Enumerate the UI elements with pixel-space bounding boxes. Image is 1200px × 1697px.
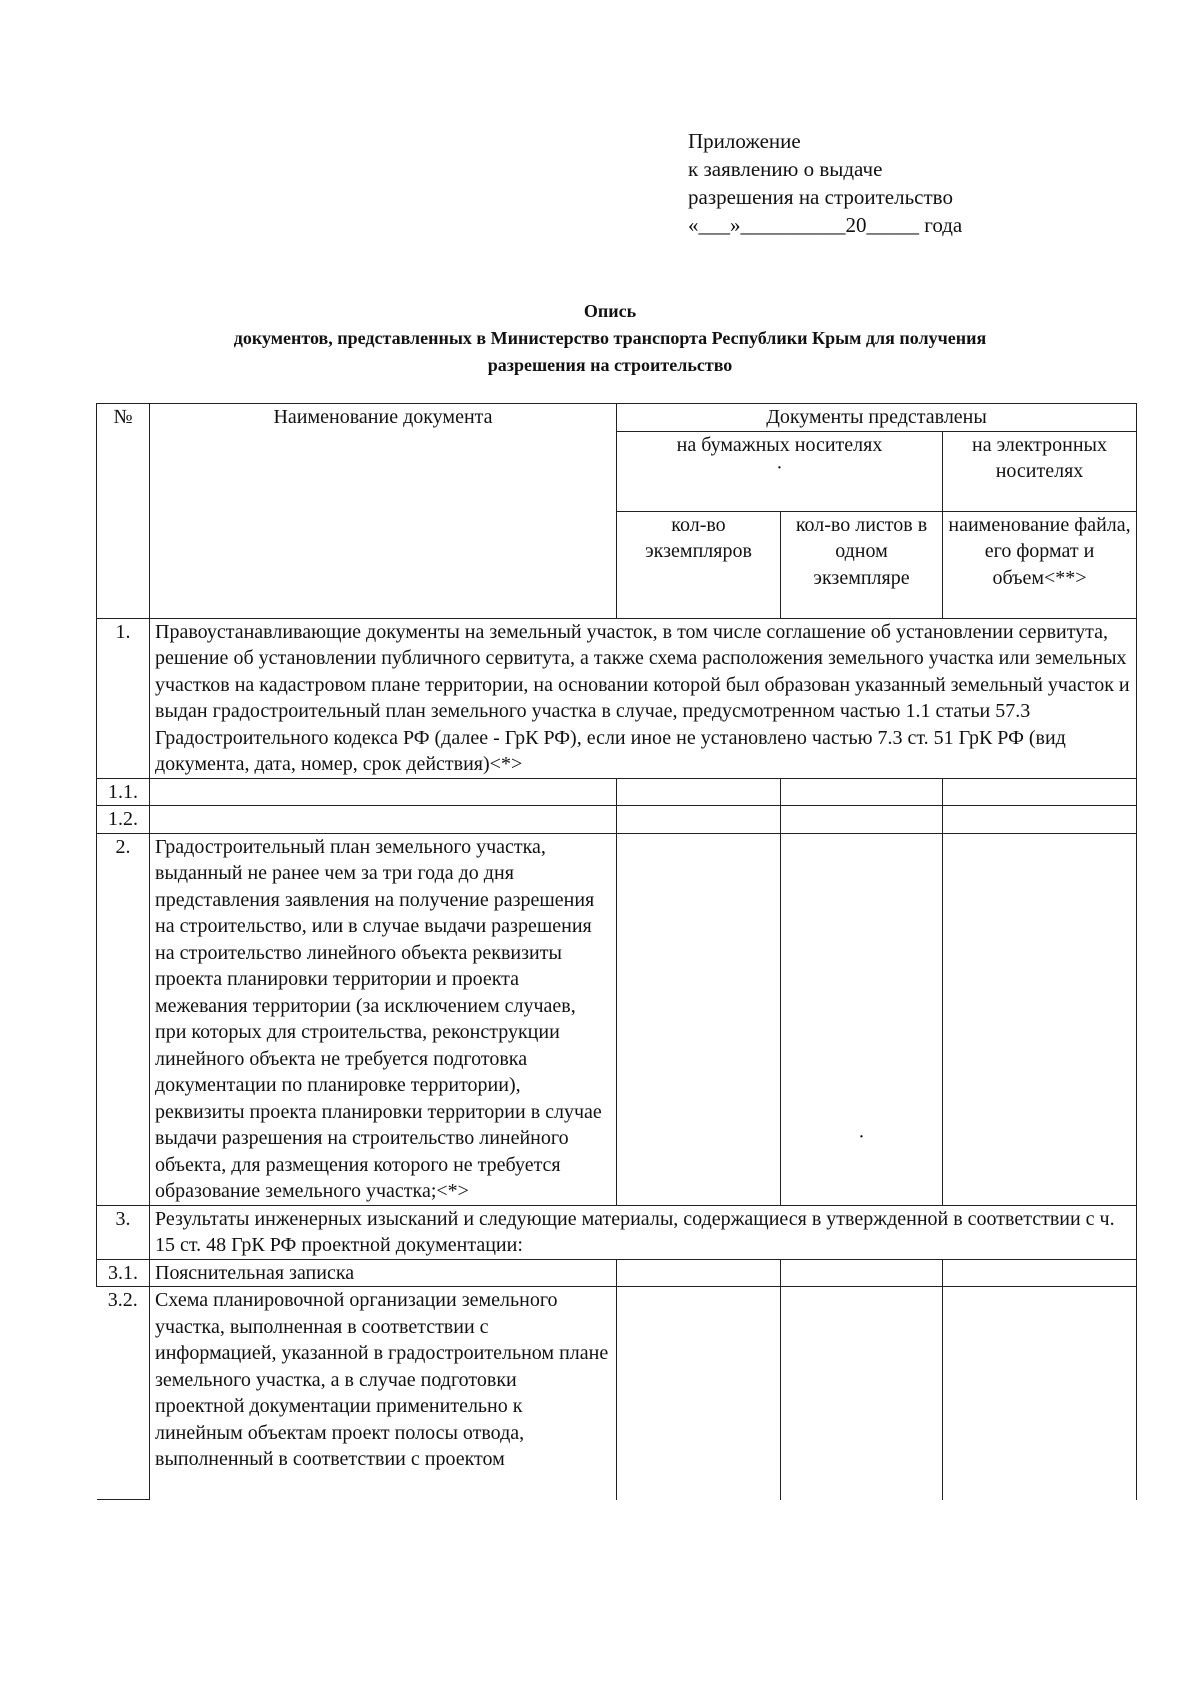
appendix-line-1: Приложение <box>688 129 801 153</box>
row-text <box>150 778 617 806</box>
table-row <box>97 1259 1137 1287</box>
table-row <box>97 618 1137 778</box>
row-sheets-cell <box>781 1287 943 1500</box>
header-electronic: на электронных носителях <box>943 431 1137 511</box>
header-presented: Документы представлены <box>617 404 1137 432</box>
header-paper-dot: · <box>776 457 783 479</box>
table-row <box>97 1205 1137 1259</box>
row-text <box>150 806 617 834</box>
row-sheets-cell <box>781 806 943 834</box>
row-number: 2. <box>97 833 150 1205</box>
header-paper-cell <box>617 431 943 511</box>
row-copies-cell <box>617 1287 781 1500</box>
title-line-1: Опись <box>583 301 637 321</box>
stray-dot-mark: · <box>858 1125 865 1148</box>
row-text: Результаты инженерных изысканий и следующие материалы, содержащиеся в утвержденной в соответствии с ч. 15 ст. 48 ГрК РФ проектной документации: <box>150 1205 1137 1259</box>
document-title <box>60 298 1160 379</box>
table-row <box>97 778 1137 806</box>
header-sheets: кол-во листов в одном экземпляре <box>781 511 943 618</box>
row-text: Правоустанавливающие документы на земельный участок, в том числе соглашение об установлении сервитута, решение об установлении публичного сервитута, а также схема расположения земельного участка или земельных участков на кадастровом плане территории, на основании которой был образован указанный земельный участок и выдан градостроительный план земельного участка в случае, предусмотренном частью 1.1 статьи 57.3 Градостроительного кодекса РФ (далее - ГрК РФ), если иное не установлено частью 7.3 ст. 51 ГрК РФ (вид документа, дата, номер, срок действия)<*> <box>150 618 1137 778</box>
row-file-cell <box>943 778 1137 806</box>
table-row <box>97 1287 1137 1500</box>
appendix-line-3: разрешения на строительство <box>688 185 953 209</box>
table-row <box>97 806 1137 834</box>
row-text: Градостроительный план земельного участка, выданный не ранее чем за три года до дня представления заявления на получение разрешения на строительство, или в случае выдачи разрешения на строительство линейного объекта реквизиты проекта планировки территории и проекта межевания территории (за исключением случаев, при которых для строительства, реконструкции линейного объекта не требуется подготовка документации по планировке территории), реквизиты проекта планировки территории в случае выдачи разрешения на строительство линейного объекта, для размещения которого не требуется образование земельного участка;<*> <box>150 833 617 1205</box>
header-row-1 <box>97 404 1137 432</box>
row-file-cell <box>943 833 1137 1205</box>
row-sheets-cell <box>781 778 943 806</box>
table-row <box>97 833 1137 1205</box>
row-copies-cell <box>617 1259 781 1287</box>
row-number: 1.1. <box>97 778 150 806</box>
row-number: 1. <box>97 618 150 778</box>
row-sheets-cell <box>781 833 943 1205</box>
header-paper: на бумажных носителях <box>676 433 883 456</box>
row-sheets-cell <box>781 1259 943 1287</box>
inventory-table <box>96 403 1137 1500</box>
header-copies: кол-во экземпляров <box>617 511 781 618</box>
row-number: 3.1. <box>97 1259 150 1287</box>
header-doc-name: Наименование документа <box>150 404 617 619</box>
row-text: Пояснительная записка <box>150 1259 617 1287</box>
row-number: 1.2. <box>97 806 150 834</box>
appendix-date-line: «___»__________20_____ года <box>688 213 963 237</box>
header-num: № <box>97 404 150 619</box>
row-copies-cell <box>617 833 781 1205</box>
row-copies-cell <box>617 806 781 834</box>
appendix-line-2: к заявлению о выдаче <box>688 157 883 181</box>
title-line-2: документов, представленных в Министерство транспорта Республики Крым для получения <box>233 328 987 348</box>
appendix-block <box>688 127 962 239</box>
row-file-cell <box>943 806 1137 834</box>
header-file: наименование файла, его формат и объем<**> <box>943 511 1137 618</box>
row-text: Схема планировочной организации земельного участка, выполненная в соответствии с информацией, указанной в градостроительном плане земельного участка, а в случае подготовки проектной документации применительно к линейным объектам проект полосы отвода, выполненный в соответствии с проектом <box>150 1287 617 1500</box>
row-file-cell <box>943 1287 1137 1500</box>
row-number: 3.2. <box>97 1287 150 1500</box>
row-file-cell <box>943 1259 1137 1287</box>
row-number: 3. <box>97 1205 150 1259</box>
row-copies-cell <box>617 778 781 806</box>
title-line-3: разрешения на строительство <box>487 355 733 375</box>
